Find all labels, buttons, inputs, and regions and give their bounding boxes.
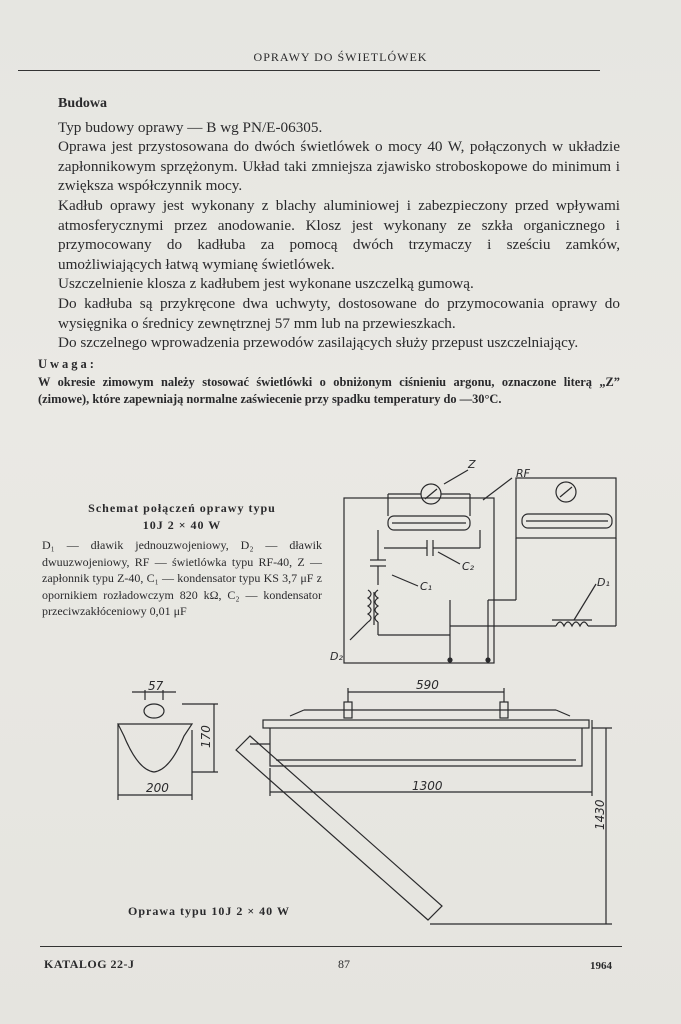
dim-590: 590 [416,678,439,692]
note-text: W okresie zimowym należy stosować świetlówki o obniżonym ciśnieniu argonu, oznaczone literą „Z” (zimowe), które zapewniają normalne zaświecenie przy spadku temperatury do —30°C. [38,375,620,407]
right-circuit-frame [516,478,616,538]
label-c1: C₁ [420,580,433,593]
note-label: Uwaga: [38,356,97,371]
side-view [236,688,612,924]
year-label: 1964 [590,960,612,972]
dim-170: 170 [199,725,213,748]
dim-200: 200 [146,781,169,795]
mounting-pole [236,736,442,920]
label-rf: RF [516,467,530,480]
housing-top [263,720,589,728]
paragraph-seal: Uszczelnienie klosza z kadłubem jest wykonane uszczelką gumową. [58,275,474,293]
label-d2: D₂ [330,650,343,663]
dim-1300: 1300 [412,779,443,793]
page-number: 87 [338,957,350,971]
section-heading: Budowa [58,96,108,111]
paragraph-housing: Kadłub oprawy jest wykonany z blachy aluminiowej i zabezpieczony przed wpływami atmosferycznymi przez anodowanie. Klosz jest wykonany ze szkła organicznego i przymocowany do kadłuba za pomocą dwóch trzymaczy i sześciu zamków, umożliwiających łatwą wymianę świetlówek. [58,196,620,273]
paragraph-type: Typ budowy oprawy — B wg PN/E-06305. [58,118,323,136]
label-d1: D₁ [597,576,610,589]
catalog-label: KATALOG 22-J [44,957,135,971]
schematic-title-line2: 10J 2 × 40 W [142,517,222,532]
figure-caption: Oprawa typu 10J 2 × 40 W [128,904,290,918]
paragraph-mounting: Do kadłuba są przykręcone dwa uchwyty, dostosowane do przymocowania oprawy do wysięgnika o średnicy zewnętrznej 57 mm lub na przewieszkach. [58,294,620,332]
schematic-title-line1: Schemat połączeń oprawy typu [88,501,276,515]
paragraph-purpose: Oprawa jest przystosowana do dwóch świetlówek o mocy 40 W, połączonych w układzie zapłonnikowym sprzężonym. Układ taki zmniejsza zjawisko stroboskopowe do minimum i zwiększa współczynnik mocy. [58,138,620,195]
running-head: OPRAWY DO ŚWIETLÓWEK [253,50,428,64]
circuit-schematic [344,470,616,663]
dim-1430: 1430 [593,799,607,830]
label-z: Z [468,458,476,471]
paragraph-gland: Do szczelnego wprowadzenia przewodów zasilających służy przepust uszczelniający. [58,334,579,352]
dim-57: 57 [148,679,164,693]
label-c2: C₂ [462,560,475,573]
schematic-legend: D₁ — dławik jednouzwojeniowy, D₂ — dławik dwuuzwojeniowy, RF — świetlówka typu RF-40, Z — zapłonnik typu Z-40, C₁ — kondensator typu KS 3,7 μF z opornikiem rozładowczym 820 kΩ, C₂ — kondensator przeciwzakłóceniowy 0,01 μF [42,538,322,618]
footer-rule [40,946,622,947]
